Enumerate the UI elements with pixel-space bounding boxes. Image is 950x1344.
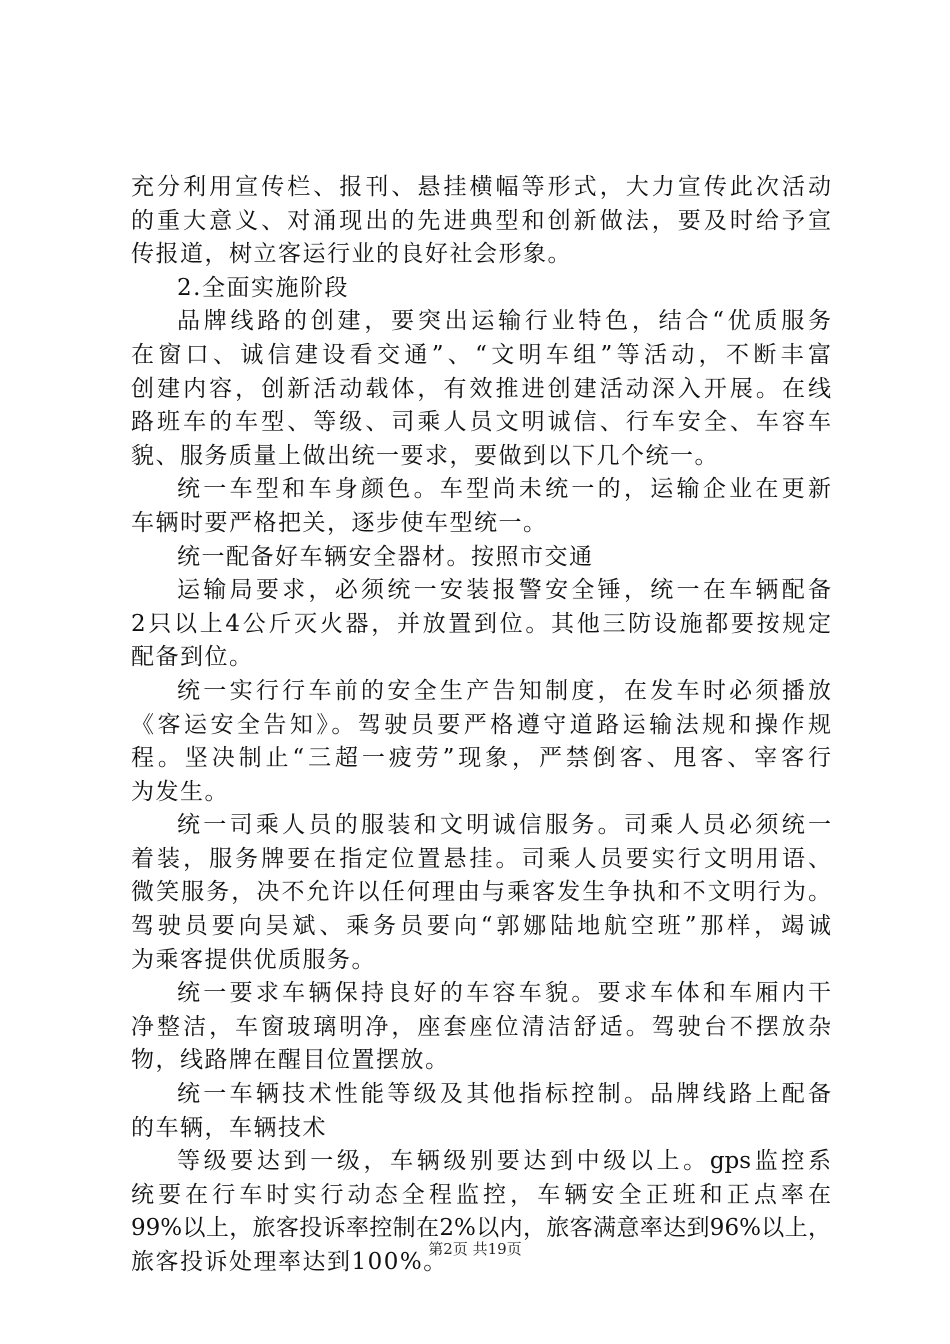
text-line: 貌、服务质量上做出统一要求，要做到以下几个统一。 bbox=[131, 442, 719, 469]
text-line: 在窗口、诚信建设看交通”、“文明车组”等活动，不断丰富 bbox=[131, 341, 831, 368]
text-line: 路班车的车型、等级、司乘人员文明诚信、行车安全、车容车 bbox=[131, 409, 831, 436]
text-line: 统一配备好车辆安全器材。按照市交通 bbox=[177, 543, 594, 570]
text-line: 创建内容，创新活动载体，有效推进创建活动深入开展。在线 bbox=[131, 375, 831, 402]
text-line: 驾驶员要向吴斌、乘务员要向“郭娜陆地航空班”那样，竭诚 bbox=[131, 913, 831, 940]
text-line: 2只以上4公斤灭火器，并放置到位。其他三防设施都要按规定 bbox=[131, 610, 831, 637]
text-line: 等级要达到一级，车辆级别要达到中级以上。gps监控系 bbox=[177, 1148, 831, 1175]
text-line: 车辆时要严格把关，逐步使车型统一。 bbox=[131, 509, 548, 536]
text-line: 物，线路牌在醒目位置摆放。 bbox=[131, 1047, 450, 1074]
text-line: 传报道，树立客运行业的良好社会形象。 bbox=[131, 241, 572, 268]
text-line: 旅客投诉处理率达到100%。 bbox=[131, 1249, 448, 1275]
text-line: 品牌线路的创建，要突出运输行业特色，结合“优质服务 bbox=[177, 308, 831, 335]
text-line: 99%以上，旅客投诉率控制在2%以内，旅客满意率达到96%以上， bbox=[131, 1215, 831, 1242]
page-number-footer: 第2页 共19页 bbox=[428, 1240, 522, 1258]
text-line: 程。坚决制止“三超一疲劳”现象，严禁倒客、甩客、宰客行 bbox=[131, 745, 831, 772]
text-line: 统一车型和车身颜色。车型尚未统一的，运输企业在更新 bbox=[177, 476, 831, 503]
text-line: 的重大意义、对涌现出的先进典型和创新做法，要及时给予宣 bbox=[131, 207, 831, 234]
text-line: 统一司乘人员的服装和文明诚信服务。司乘人员必须统一 bbox=[177, 812, 831, 839]
text-line: 统一要求车辆保持良好的车容车貌。要求车体和车厢内干 bbox=[177, 980, 831, 1007]
text-line: 的车辆，车辆技术 bbox=[131, 1114, 327, 1141]
section-heading: 2.全面实施阶段 bbox=[177, 274, 349, 301]
text-line: 统要在行车时实行动态全程监控，车辆安全正班和正点率在 bbox=[131, 1181, 831, 1208]
text-line: 《客运安全告知》。驾驶员要严格遵守道路运输法规和操作规 bbox=[131, 711, 831, 738]
text-line: 统一车辆技术性能等级及其他指标控制。品牌线路上配备 bbox=[177, 1081, 831, 1108]
text-line: 充分利用宣传栏、报刊、悬挂横幅等形式，大力宣传此次活动 bbox=[131, 174, 831, 200]
text-line: 为发生。 bbox=[131, 778, 229, 805]
text-line: 统一实行行车前的安全生产告知制度，在发车时必须播放 bbox=[177, 677, 831, 704]
document-body bbox=[131, 171, 831, 1280]
text-line: 为乘客提供优质服务。 bbox=[131, 946, 376, 973]
text-line: 净整洁，车窗玻璃明净，座套座位清洁舒适。驾驶台不摆放杂 bbox=[131, 1013, 831, 1040]
text-line: 运输局要求，必须统一安装报警安全锤，统一在车辆配备 bbox=[177, 577, 831, 604]
text-line: 微笑服务，决不允许以任何理由与乘客发生争执和不文明行为。 bbox=[131, 879, 831, 906]
text-line: 配备到位。 bbox=[131, 644, 254, 671]
text-line: 着装，服务牌要在指定位置悬挂。司乘人员要实行文明用语、 bbox=[131, 845, 831, 872]
